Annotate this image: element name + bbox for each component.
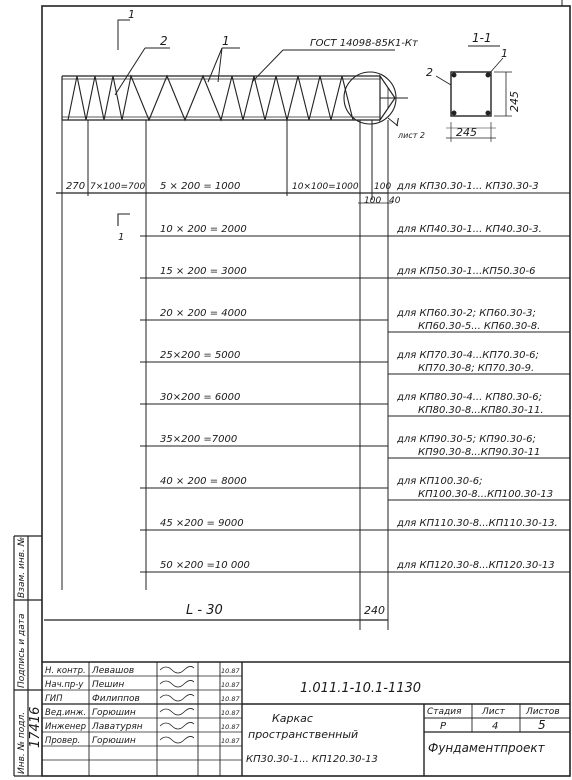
title-line-3: КП30.30-1... КП120.30-13	[246, 754, 378, 765]
staff-name: Горюшин	[92, 708, 136, 718]
dim-700: 7×100=700	[90, 182, 146, 192]
row-note-cont: КП90.30-8...КП90.30-11	[418, 447, 541, 458]
sheets-header: Листов	[526, 707, 560, 717]
staff-role: Вед.инж.	[45, 708, 87, 718]
row-note: для КП80.30-4... КП80.30-6;	[397, 392, 543, 403]
dim-100-b: 100	[364, 196, 382, 206]
callout-1: 1	[222, 34, 230, 48]
row-note: для КП100.30-6;	[397, 476, 483, 487]
dim-270: 270	[66, 181, 86, 192]
signature	[160, 694, 194, 701]
staff-role: Провер.	[45, 736, 81, 746]
row-note: для КП50.30-1...КП50.30-6	[397, 266, 536, 277]
staff-role: Н. контр.	[45, 666, 86, 676]
row-note: для КП70.30-4...КП70.30-6;	[397, 350, 539, 361]
signature	[160, 708, 194, 715]
dimension-text: 10 × 200 = 2000	[160, 224, 247, 235]
signature	[160, 736, 194, 743]
organization: Фундаментпроект	[428, 741, 545, 755]
title-line-2: пространственный	[248, 728, 359, 741]
section-dim-height: 245	[508, 91, 521, 112]
staff-name: Горюшин	[92, 736, 136, 746]
dim-40: 40	[389, 196, 401, 206]
margin-label-signature: Подпись и дата	[17, 613, 27, 688]
dimension-text: 40 × 200 = 8000	[160, 476, 247, 487]
section-callout-1: 1	[501, 47, 508, 60]
drawing-code: 1.011.1-10.1-1130	[300, 681, 422, 696]
staff-date: 10.87	[221, 737, 240, 745]
staff-role: ГИП	[45, 694, 63, 704]
dimension-text: 50 ×200 =10 000	[160, 560, 250, 571]
length-label: L - 30	[186, 603, 223, 618]
staff-name: Левашов	[92, 666, 135, 676]
note-top: для КП30.30-1... КП30.30-3	[397, 181, 539, 192]
sheet-value: 4	[492, 721, 499, 732]
cut-mark-top: 1	[128, 8, 135, 21]
staff-date: 10.87	[221, 681, 240, 689]
section-dim-width: 245	[456, 126, 477, 139]
inventory-number: 17416	[28, 706, 43, 748]
cage-elevation	[62, 72, 408, 126]
row-note: для КП60.30-2; КП60.30-3;	[397, 308, 536, 319]
stage-header: Стадия	[427, 707, 462, 717]
cut-mark-bottom: 1	[118, 232, 125, 243]
row-note: для КП40.30-1... КП40.30-3.	[397, 224, 542, 235]
dimension-text: 15 × 200 = 3000	[160, 266, 247, 277]
staff-rows	[45, 666, 240, 746]
detail-label: I	[396, 116, 400, 129]
sheet-header: Лист	[482, 707, 505, 717]
dimension-text: 30×200 = 6000	[160, 392, 241, 403]
row-note: для КП110.30-8...КП110.30-13.	[397, 518, 558, 529]
staff-date: 10.87	[221, 723, 240, 731]
staff-name: Пешин	[92, 680, 125, 690]
spiral-winding	[68, 76, 353, 120]
dim-1000: 5 × 200 = 1000	[160, 181, 241, 192]
gost-reference: ГОСТ 14098-85К1-Кт	[310, 38, 418, 49]
staff-role: Нач.пр-у	[45, 680, 84, 690]
callout-2: 2	[160, 34, 168, 48]
margin-label-inventory: Инв. № подл.	[17, 711, 27, 774]
staff-name: Филиппов	[92, 694, 140, 704]
stage-value: Р	[440, 721, 447, 732]
dimension-text: 45 ×200 = 9000	[160, 518, 244, 529]
row-note-cont: КП60.30-5... КП60.30-8.	[418, 321, 541, 332]
signature	[160, 680, 194, 687]
row-note-cont: КП70.30-8; КП70.30-9.	[418, 363, 535, 374]
dimension-rows	[160, 224, 558, 571]
dim-10x100: 10×100=1000	[292, 182, 359, 192]
row-note: для КП120.30-8...КП120.30-13	[397, 560, 555, 571]
staff-role: Инженер	[45, 722, 86, 732]
sheets-value: 5	[538, 718, 546, 732]
margin-label-replacement: Взам. инв. №	[17, 536, 27, 598]
signature	[160, 666, 194, 673]
row-note: для КП90.30-5; КП90.30-6;	[397, 434, 536, 445]
section-callout-2: 2	[426, 66, 433, 79]
row-note-cont: КП100.30-8...КП100.30-13	[418, 489, 554, 500]
end-dim-240: 240	[364, 604, 385, 617]
signature	[160, 722, 194, 729]
row-note-cont: КП80.30-8...КП80.30-11.	[418, 405, 544, 416]
dimension-text: 20 × 200 = 4000	[160, 308, 247, 319]
dimension-text: 25×200 = 5000	[160, 350, 241, 361]
dimension-text: 35×200 =7000	[160, 434, 238, 445]
sheet-frame	[42, 6, 570, 776]
staff-date: 10.87	[221, 667, 240, 675]
dimension-lines	[44, 120, 392, 630]
section-title: 1-1	[472, 31, 492, 45]
staff-name: Лаватурян	[92, 722, 143, 732]
staff-date: 10.87	[221, 709, 240, 717]
detail-sheet-ref: лист 2	[398, 131, 426, 140]
staff-date: 10.87	[221, 695, 240, 703]
dim-100-a: 100	[374, 182, 392, 192]
title-line-1: Каркас	[272, 712, 313, 725]
